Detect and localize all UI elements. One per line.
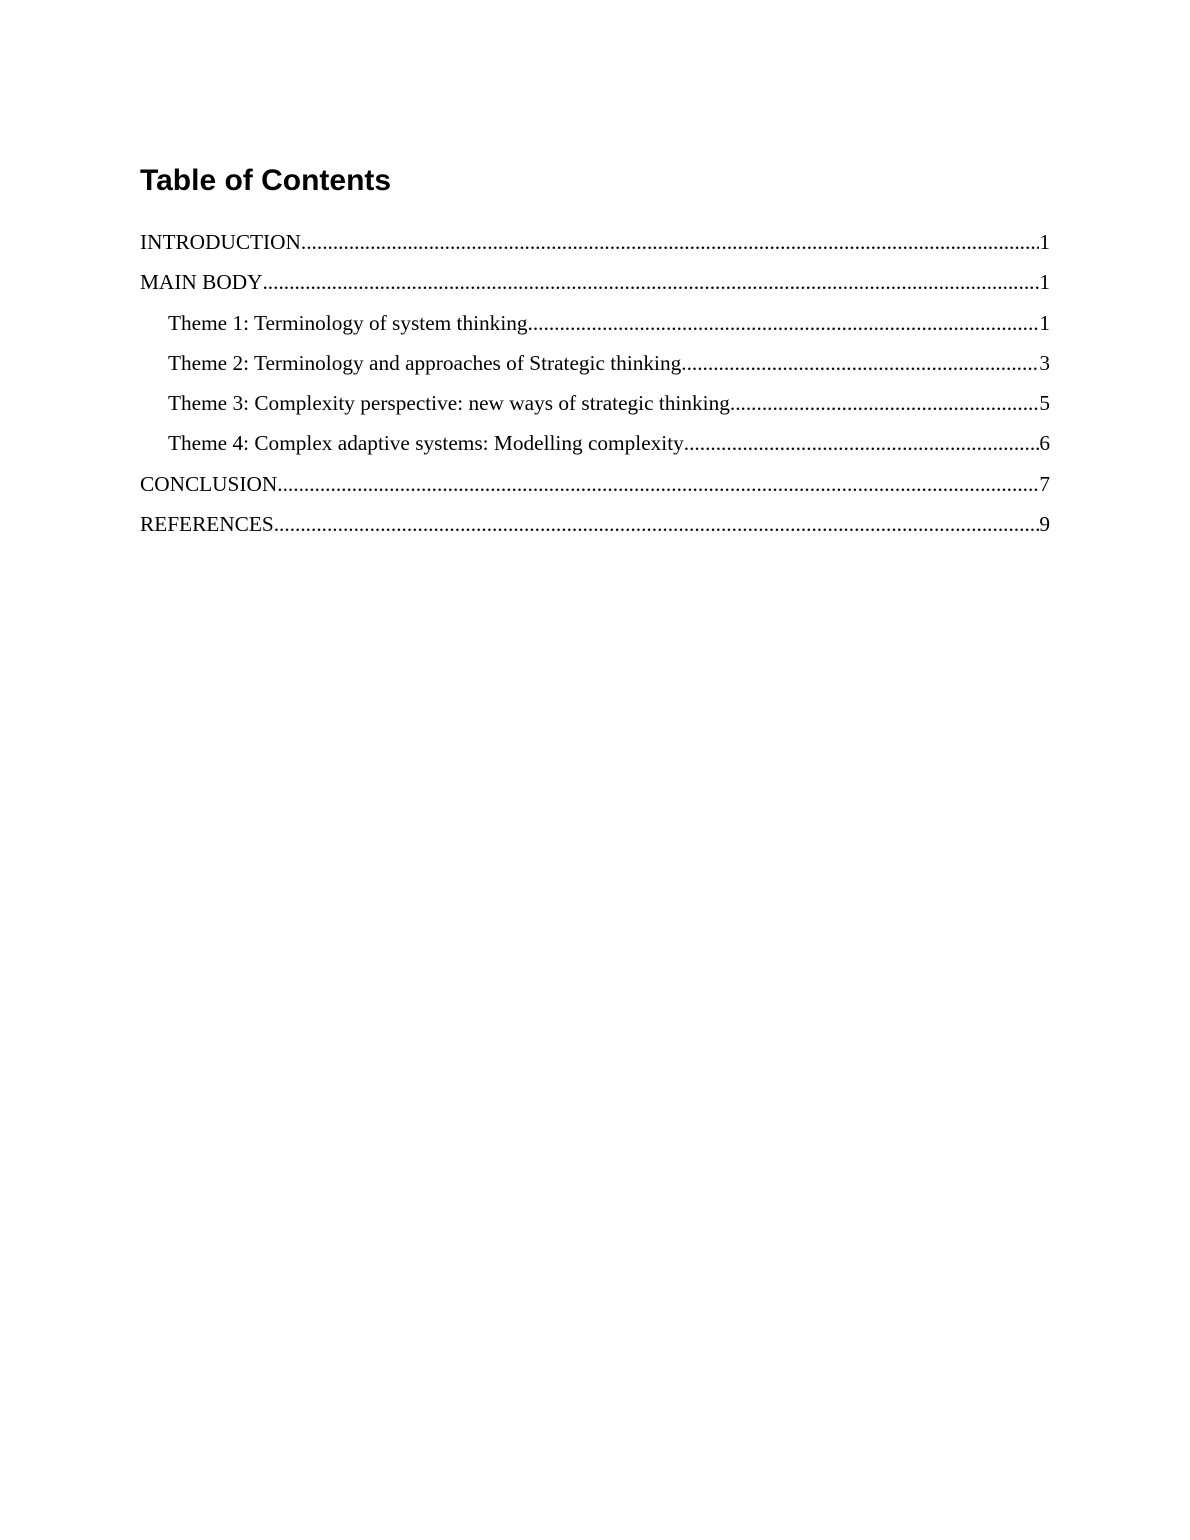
toc-entry-references[interactable] [140,510,1050,550]
toc-entry-title: Theme 2: Terminology and approaches of Strategic thinking [168,350,682,375]
toc-heading: Table of Contents [140,164,392,197]
toc-entry-title: Theme 1: Terminology of system thinking [168,310,528,335]
toc-entry-theme-3[interactable] [140,389,1050,429]
toc-entry-title: REFERENCES [140,512,274,537]
toc-entry-title: Theme 3: Complexity perspective: new ways of strategic thinking [168,391,730,416]
toc-entry-theme-4[interactable] [140,429,1050,469]
toc-entry-page: 1 [1039,310,1050,335]
toc-entry-page: 1 [1039,270,1050,295]
toc-dot-leader [684,429,1040,457]
toc-entry-title: INTRODUCTION [140,230,301,254]
toc-entry-page: 6 [1039,431,1050,456]
toc-dot-leader [730,389,1039,417]
toc-entry-theme-1[interactable] [140,309,1050,349]
toc-dot-leader [274,510,1040,538]
toc-entry-title: MAIN BODY [140,270,263,295]
toc-entry-title: CONCLUSION [140,471,278,496]
toc-dot-leader [277,470,1039,498]
toc-entry-main-body[interactable] [140,268,1050,308]
toc-entry-page: 7 [1039,471,1050,496]
toc-dot-leader [262,268,1039,296]
toc-entry-theme-2[interactable] [140,349,1050,389]
toc-entry-page: 9 [1039,512,1050,537]
toc-entry-page: 1 [1039,230,1050,254]
toc-dot-leader [528,309,1040,337]
toc-dot-leader [301,228,1039,256]
toc-entry-introduction[interactable] [140,228,1050,268]
toc-entry-title: Theme 4: Complex adaptive systems: Modelling complexity [168,431,684,456]
toc-entry-conclusion[interactable] [140,470,1050,510]
toc-list [140,228,1050,550]
toc-dot-leader [681,349,1039,377]
toc-entry-page: 5 [1039,391,1050,416]
toc-entry-page: 3 [1039,350,1050,375]
